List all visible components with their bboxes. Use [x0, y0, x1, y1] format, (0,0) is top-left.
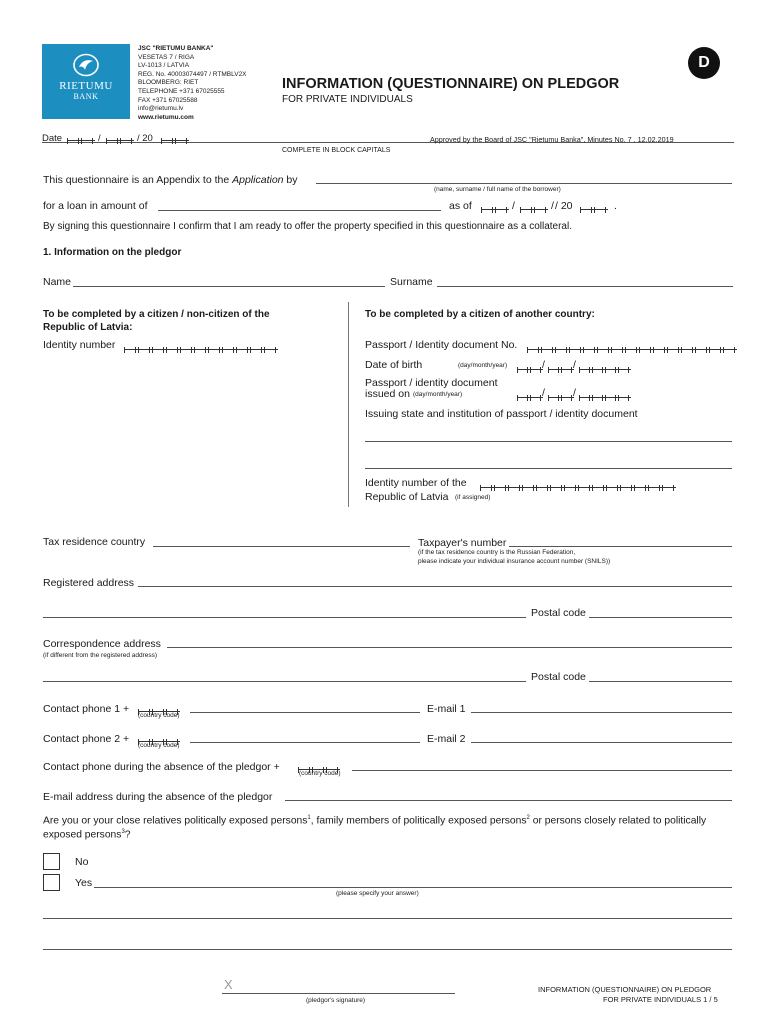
signature-field[interactable] — [222, 993, 455, 994]
phone1-country-code-field[interactable] — [138, 704, 180, 712]
tax-hint-1: (if the tax residence country is the Russian Federation, — [418, 549, 576, 556]
dob-label: Date of birth — [365, 359, 423, 371]
passport-no-field[interactable] — [527, 342, 737, 350]
bank-info-line: FAX +371 67025588 — [138, 96, 198, 104]
name-label: Name — [43, 276, 72, 288]
date-year-field[interactable] — [161, 133, 189, 141]
passport-no-label: Passport / Identity document No. — [365, 339, 518, 351]
page-subtitle: FOR PRIVATE INDIVIDUALS — [282, 94, 413, 105]
column-divider — [348, 302, 349, 507]
issued-sep: / — [573, 387, 576, 399]
logo-sub: BANK — [73, 92, 99, 101]
as-of-end: . — [614, 200, 617, 212]
as-of-day-field[interactable] — [481, 202, 509, 210]
tax-country-label: Tax residence country — [43, 536, 146, 548]
dob-year-field[interactable] — [579, 362, 631, 370]
correspondence-address-field[interactable] — [167, 647, 732, 648]
as-of-year-field[interactable] — [580, 202, 608, 210]
correspondence-address-label: Correspondence address — [43, 638, 161, 650]
page-title: INFORMATION (QUESTIONNAIRE) ON PLEDGOR — [282, 76, 620, 92]
phone2-field[interactable] — [190, 742, 420, 743]
issued-label-2: issued on — [365, 388, 410, 400]
identity-number-field[interactable] — [124, 342, 278, 350]
correspondence-address-field-2[interactable] — [43, 681, 526, 682]
taxpayer-number-label: Taxpayer's number — [418, 537, 507, 549]
date-sep-year: / 20 — [137, 133, 153, 144]
issued-sep: / — [542, 387, 545, 399]
email1-field[interactable] — [471, 712, 732, 713]
issuing-state-field[interactable] — [365, 468, 732, 469]
tax-hint-2: please indicate your individual insurance account number (SNILS)) — [418, 558, 611, 565]
pep-answer-field-2[interactable] — [43, 918, 732, 919]
phone1-label: Contact phone 1 + — [43, 703, 130, 715]
bank-info-line: REG. No. 40003074497 / RTMBLV2X — [138, 70, 247, 78]
absence-email-field[interactable] — [285, 800, 732, 801]
date-day-field[interactable] — [67, 133, 95, 141]
approval-note: Approved by the Board of JSC "Rietumu Banka", Minutes No. 7 , 12.02.2019 — [430, 135, 674, 144]
registered-address-label: Registered address — [43, 577, 135, 589]
email2-field[interactable] — [471, 742, 732, 743]
loan-amount-label: for a loan in amount of — [43, 200, 148, 212]
identity-number-label: Identity number — [43, 339, 116, 351]
as-of-label: as of — [449, 200, 472, 212]
issued-hint: (day/month/year) — [413, 391, 463, 398]
postal-code-field[interactable] — [589, 681, 732, 682]
country-code-hint: (country code) — [138, 712, 180, 719]
phone1-field[interactable] — [190, 712, 420, 713]
bank-info-line: info@rietumu.lv — [138, 105, 184, 113]
pep-question-line2: exposed persons$^3$? — [43, 829, 131, 841]
absence-phone-label: Contact phone during the absence of the pledgor + — [43, 761, 280, 773]
issued-year-field[interactable] — [579, 390, 631, 398]
phone2-country-code-field[interactable] — [138, 734, 180, 742]
loan-amount-field[interactable] — [158, 210, 441, 211]
lv-id-hint: (if assigned) — [455, 494, 491, 501]
footer-page: FOR PRIVATE INDIVIDUALS 1 / 5 — [603, 995, 718, 1004]
issuing-state-field[interactable] — [365, 441, 732, 442]
date-month-field[interactable] — [106, 133, 134, 141]
bank-info-line: TELEPHONE +371 67025555 — [138, 87, 225, 95]
date-label: Date — [42, 133, 63, 144]
country-code-hint: (country code) — [299, 770, 341, 777]
as-of-year-prefix: / 20 — [555, 200, 573, 212]
pep-question-line1: Are you or your close relatives politically exposed persons$^1$, family members of politically exposed persons$^2$ or persons closely related to politically — [43, 815, 707, 827]
pep-answer-field[interactable] — [94, 887, 732, 888]
footer-doc-title: INFORMATION (QUESTIONNAIRE) ON PLEDGOR — [538, 985, 712, 994]
block-capitals-note: COMPLETE IN BLOCK CAPITALS — [282, 147, 391, 154]
postal-code-label: Postal code — [531, 671, 586, 683]
registered-address-field[interactable] — [138, 586, 732, 587]
signature-hint: (pledgor's signature) — [306, 997, 366, 1004]
pep-yes-label: Yes — [75, 877, 93, 889]
bank-logo — [42, 44, 130, 119]
bank-info-line: VESETAS 7 / RIGA — [138, 53, 195, 61]
issuing-state-label: Issuing state and institution of passport / identity document — [365, 408, 638, 420]
signature-x-mark: X — [224, 977, 233, 992]
borrower-hint: (name, surname / full name of the borrower) — [434, 186, 561, 193]
dob-month-field[interactable] — [548, 362, 574, 370]
postal-code-label: Postal code — [531, 607, 586, 619]
name-field[interactable] — [73, 286, 385, 287]
as-of-month-field[interactable] — [520, 202, 548, 210]
absence-phone-field[interactable] — [352, 770, 732, 771]
issued-label-1: Passport / identity document — [365, 377, 498, 389]
as-of-sep: / — [551, 200, 554, 212]
pep-answer-hint: (please specify your answer) — [336, 890, 419, 897]
email2-label: E-mail 2 — [427, 733, 466, 745]
as-of-sep: / — [512, 200, 515, 212]
tax-country-field[interactable] — [153, 546, 410, 547]
email1-label: E-mail 1 — [427, 703, 466, 715]
absence-country-code-field[interactable] — [298, 762, 340, 770]
correspondence-hint: (if different from the registered address) — [43, 652, 158, 659]
dob-sep: / — [573, 359, 576, 371]
absence-email-label: E-mail address during the absence of the pledgor — [43, 791, 273, 803]
pep-no-checkbox[interactable] — [43, 853, 60, 870]
lv-id-label-2: Republic of Latvia — [365, 491, 449, 503]
bank-info-line: JSC "RIETUMU BANKA" — [138, 45, 214, 52]
dob-hint: (day/month/year) — [458, 362, 508, 369]
taxpayer-number-field[interactable] — [509, 546, 732, 547]
bank-info-line: LV-1013 / LATVIA — [138, 62, 190, 70]
issued-day-field[interactable] — [517, 390, 543, 398]
form-letter-badge: D — [688, 47, 720, 79]
rietumu-logo-icon — [71, 52, 101, 78]
postal-code-field[interactable] — [589, 617, 732, 618]
dob-day-field[interactable] — [517, 362, 543, 370]
borrower-field[interactable] — [316, 183, 732, 184]
pep-no-label: No — [75, 856, 89, 868]
country-code-hint: (country code) — [138, 742, 180, 749]
foreign-title: To be completed by a citizen of another country: — [365, 309, 595, 320]
date-sep: / — [98, 133, 101, 144]
phone2-label: Contact phone 2 + — [43, 733, 130, 745]
logo-name: RIETUMU — [59, 80, 113, 92]
appendix-label: This questionnaire is an Appendix to the Application by — [43, 174, 298, 186]
registered-address-field-2[interactable] — [43, 617, 526, 618]
citizen-title-1: To be completed by a citizen / non-citizen of the — [43, 309, 270, 320]
lv-id-field[interactable] — [480, 480, 676, 488]
bank-info — [138, 45, 247, 122]
dob-sep: / — [542, 359, 545, 371]
bank-info-line: www.rietumu.com — [138, 113, 194, 121]
citizen-title-2: Republic of Latvia: — [43, 322, 133, 333]
surname-field[interactable] — [437, 286, 733, 287]
bank-info-line: BLOOMBERG: RIET — [138, 79, 199, 87]
pep-yes-checkbox[interactable] — [43, 874, 60, 891]
issued-month-field[interactable] — [548, 390, 574, 398]
pep-answer-field-3[interactable] — [43, 949, 732, 950]
confirmation-text: By signing this questionnaire I confirm that I am ready to offer the property specified in this questionnaire as a collateral. — [43, 221, 572, 232]
lv-id-label-1: Identity number of the — [365, 477, 467, 489]
section-title: 1. Information on the pledgor — [43, 247, 182, 258]
surname-label: Surname — [390, 276, 433, 288]
